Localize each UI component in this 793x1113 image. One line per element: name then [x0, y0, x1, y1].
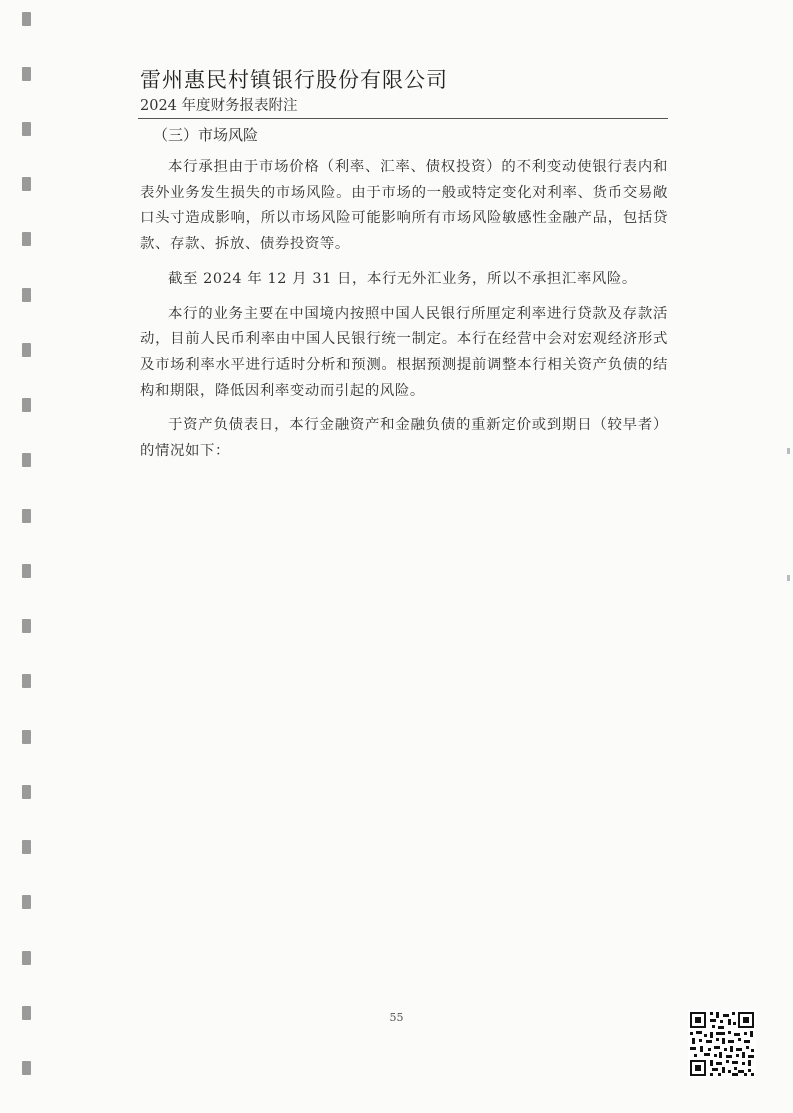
- qr-code-icon: [688, 1010, 756, 1078]
- paragraph-interest-rate: 本行的业务主要在中国境内按照中国人民银行所厘定利率进行贷款及存款活动，目前人民币利率由中国人民银行统一制定。本行在经营中会对宏观经济形式及市场利率水平进行适时分析和预测。根据预测提前调整本行相关资产负债的结构和期限，降低因利率变动而引起的风险。: [140, 305, 668, 399]
- paragraph-fx-risk: 截至 2024 年 12 月 31 日，本行无外汇业务，所以不承担汇率风险。: [168, 270, 637, 287]
- page-number: 55: [389, 1011, 404, 1024]
- binding-marks: [0, 0, 40, 1113]
- paragraph-repricing: 于资产负债表日，本行金融资产和金融负债的重新定价或到期日（较早者）的情况如下：: [140, 417, 668, 460]
- header-divider: [138, 118, 668, 119]
- section-body: [140, 155, 668, 474]
- company-title: 雷州惠民村镇银行股份有限公司: [140, 68, 448, 92]
- paragraph-market-risk: 本行承担由于市场价格（利率、汇率、债权投资）的不利变动使银行表内和表外业务发生损失的市场风险。由于市场的一般或特定变化对利率、货币交易敞口头寸造成影响，所以市场风险可能影响所有市场风险敏感性金融产品，包括贷款、存款、拆放、债券投资等。: [140, 159, 668, 253]
- report-subtitle: 2024 年度财务报表附注: [140, 98, 298, 114]
- section-heading: （三）市场风险: [153, 126, 259, 144]
